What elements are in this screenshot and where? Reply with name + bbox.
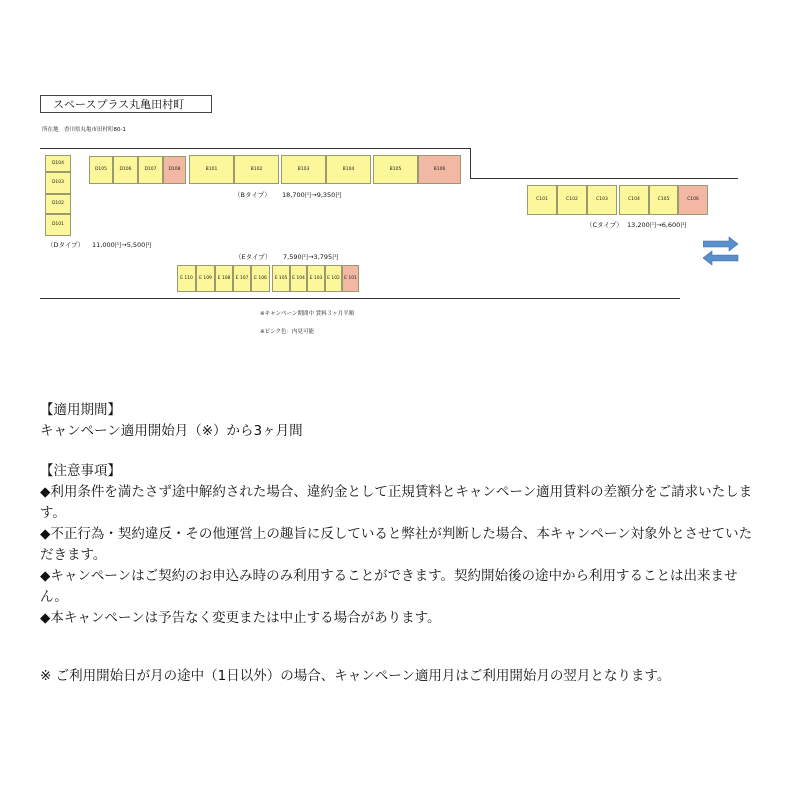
unit-b101[interactable]: B101	[189, 155, 234, 184]
wall-upper-right	[470, 178, 738, 179]
unit-e101[interactable]: E 101	[342, 265, 359, 292]
period-text: キャンペーン適用開始月（※）から3ヶ月間	[40, 423, 303, 439]
period-heading: 【適用期間】	[40, 402, 121, 418]
unit-b105[interactable]: B105	[373, 155, 418, 184]
c-type-label: （Cタイプ）	[586, 221, 623, 229]
unit-d106[interactable]: D106	[113, 156, 138, 184]
wall-step	[470, 148, 471, 178]
unit-d102[interactable]: D102	[45, 194, 71, 214]
unit-c101[interactable]: C101	[527, 185, 557, 215]
unit-d107[interactable]: D107	[138, 156, 163, 184]
unit-d103[interactable]: D103	[45, 172, 71, 194]
unit-d108[interactable]: D108	[163, 156, 186, 184]
unit-c103[interactable]: C103	[587, 185, 617, 215]
unit-e103[interactable]: E 103	[307, 265, 325, 292]
notice-heading: 【注意事項】	[40, 463, 121, 479]
e-type-price: 7,590円→3,795円	[283, 253, 339, 261]
unit-c106[interactable]: C106	[678, 185, 708, 215]
unit-d101[interactable]: D101	[45, 214, 71, 236]
unit-e107[interactable]: E 107	[233, 265, 251, 292]
b-type-label: （Bタイプ）	[234, 191, 271, 199]
unit-e110[interactable]: E 110	[177, 265, 196, 292]
notice-item: ◆不正行為・契約違反・その他運営上の趣旨に反していると弊社が判断した場合、本キャンペーン対象外とさせていただきます。	[40, 526, 753, 563]
terms-section	[40, 400, 760, 629]
notice-item: ◆本キャンペーンは予告なく変更または中止する場合があります。	[40, 610, 441, 626]
pink-note: ※ピンク色：内見可能	[260, 329, 314, 335]
notice-item: ◆利用条件を満たさず途中解約された場合、違約金として正規賃料とキャンペーン適用賃料の差額分をご請求いたします。	[40, 484, 753, 521]
wall-bottom	[40, 298, 680, 299]
unit-e108[interactable]: E 108	[215, 265, 233, 292]
unit-c105[interactable]: C105	[649, 185, 678, 215]
unit-e104[interactable]: E 104	[290, 265, 307, 292]
unit-c102[interactable]: C102	[557, 185, 587, 215]
unit-e102[interactable]: E 102	[325, 265, 342, 292]
e-type-label: （Eタイプ）	[235, 253, 272, 261]
floor-map	[0, 0, 800, 350]
unit-c104[interactable]: C104	[619, 185, 649, 215]
unit-b102[interactable]: B102	[234, 155, 279, 184]
d-type-price: 11,000円→5,500円	[92, 241, 152, 249]
unit-b106[interactable]: B106	[418, 155, 461, 184]
notice-item: ◆キャンペーンはご契約のお申込み時のみ利用することができます。契約開始後の途中から利用することは出来ません。	[40, 568, 738, 605]
campaign-note: ※キャンペーン期間中 賃料３ヶ月半額	[260, 311, 355, 317]
unit-e105[interactable]: E 105	[272, 265, 290, 292]
c-type-price: 13,200円→6,600円	[627, 221, 687, 229]
unit-e109[interactable]: E 109	[196, 265, 215, 292]
b-type-price: 18,700円→9,350円	[282, 191, 342, 199]
unit-d104[interactable]: D104	[45, 155, 71, 172]
facility-title: スペースプラス丸亀田村町	[40, 95, 212, 113]
footnote: ※ ご利用開始日が月の途中（1日以外）の場合、キャンペーン適用月はご利用開始月の翌月となります。	[40, 668, 671, 684]
unit-e106[interactable]: E 106	[251, 265, 270, 292]
d-type-label: （Dタイプ）	[47, 241, 85, 249]
wall-top	[40, 148, 470, 149]
unit-b104[interactable]: B104	[326, 155, 371, 184]
unit-d105[interactable]: D105	[89, 156, 113, 184]
facility-address: 所在地 香川県丸亀市田村町80-1	[42, 127, 126, 133]
unit-b103[interactable]: B103	[281, 155, 326, 184]
entrance-arrows-icon	[703, 236, 739, 266]
